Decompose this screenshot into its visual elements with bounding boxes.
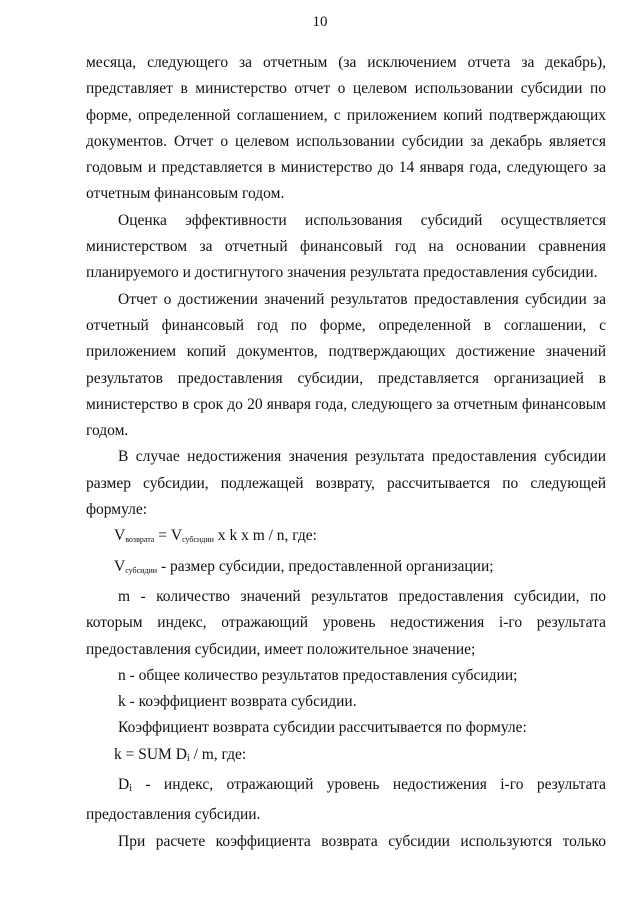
paragraph-report-submission: месяца, следующего за отчетным (за исключением отчета за декабрь), представляет в министерство отчет о целевом использовании субсидии по форме, определенной соглашением, с приложением копий подтверждающих документов. Отчет о целевом использовании субсидии за декабрь является годовым и представляется в министерство до 14 января года, следующего за отчетным финансовым годом.: [86, 54, 606, 203]
def-d-symbol: D: [118, 776, 130, 794]
paragraph-refund-case: В случае недостижения значения результата предоставления субсидии размер субсидии, подлежащей возврату, рассчитывается по следующей формуле:: [86, 448, 606, 519]
formula-rest: x k x m / n, где:: [213, 527, 317, 545]
definition-n: n - общее количество результатов предоставления субсидии;: [118, 666, 518, 684]
def-v-symbol: V: [114, 557, 126, 575]
formula-v2: V: [170, 527, 183, 545]
formula-sub-subsidii: субсидии: [182, 535, 214, 545]
paragraph-efficiency-assessment: Оценка эффективности использования субсидий осуществляется министерством за отчетный финансовый год на основании сравнения планируемого и достигнутого значения результата предоставления субсидии.: [86, 211, 606, 282]
definition-v-subsidii: [86, 554, 606, 584]
k-formula-sub: i: [186, 752, 190, 764]
k-formula-pre: k = SUM D: [114, 745, 187, 763]
formula-eq: =: [154, 527, 171, 545]
def-v-sub: субсидии: [125, 565, 158, 575]
k-formula-post: / m, где:: [189, 745, 247, 763]
document-body: [86, 50, 606, 855]
def-v-text: - размер субсидии, предоставленной организации;: [157, 557, 494, 575]
paragraph-last-line: При расчете коэффициента возврата субсидии используются только: [118, 832, 606, 850]
page-number: 10: [312, 14, 328, 30]
formula-sub-vozvrata: возврата: [125, 535, 155, 545]
refund-formula: [86, 523, 606, 553]
definition-d: [86, 772, 606, 829]
k-formula-intro: Коэффициент возврата субсидии рассчитывается по формуле:: [118, 719, 527, 737]
k-formula: [86, 742, 606, 772]
def-d-sub: i: [129, 783, 132, 795]
definition-k: k - коэффициент возврата субсидии.: [118, 693, 357, 711]
def-d-text: - индекс, отражающий уровень недостижения i-го результата предоставления субсидии.: [86, 776, 606, 824]
definition-m: m - количество значений результатов предоставления субсидии, по которым индекс, отражающий уровень недостижения i-го результата предоставления субсидии, имеет положительное значение;: [86, 587, 606, 658]
formula-v: V: [114, 527, 126, 545]
paragraph-results-report: Отчет о достижении значений результатов предоставления субсидии за отчетный финансовый год по форме, определенной в соглашении, с приложением копий документов, подтверждающих достижение значений результатов предоставления субсидии, представляется организацией в министерство в срок до 20 января года, следующего за отчетным финансовым годом.: [86, 290, 606, 440]
